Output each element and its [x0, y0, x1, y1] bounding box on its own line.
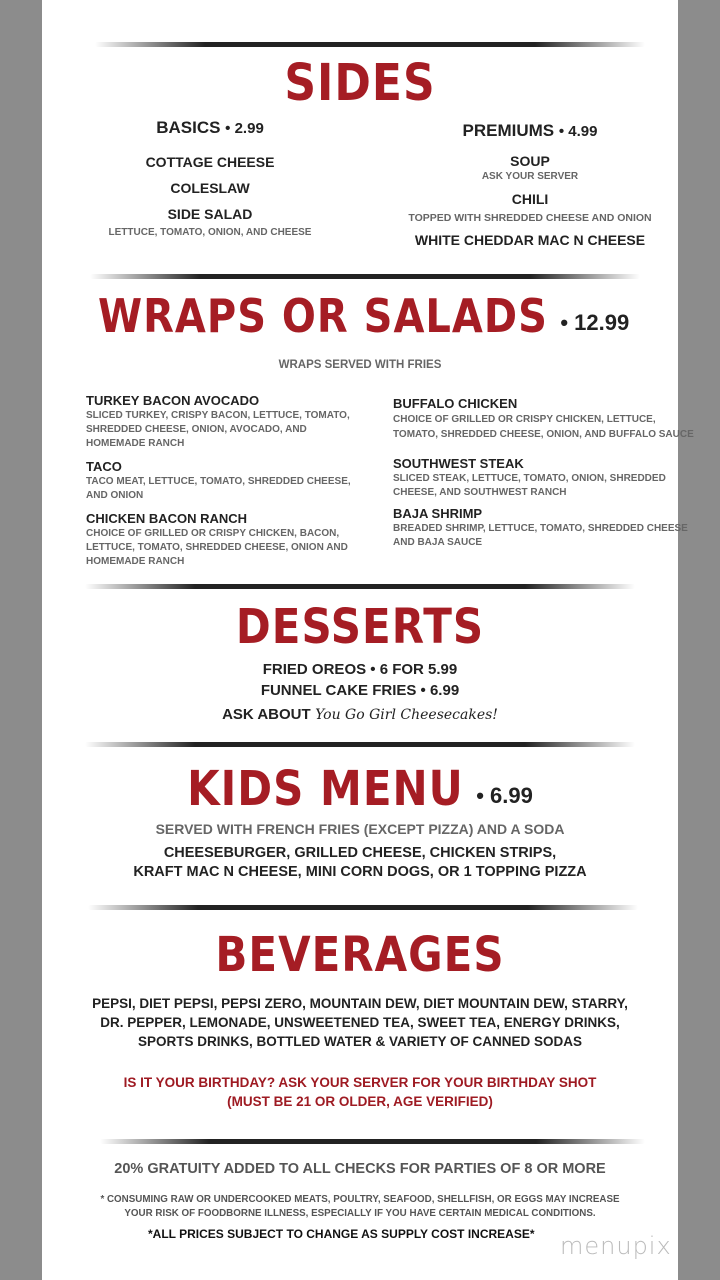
kids-header: [42, 760, 678, 817]
premiums-column: [380, 121, 680, 248]
divider: [90, 274, 640, 279]
menupix-watermark: menupix: [560, 1232, 672, 1260]
cheesecake-note: You Go Girl Cheesecakes!: [315, 707, 498, 723]
basics-label: BASICS: [156, 118, 221, 137]
divider: [88, 905, 638, 910]
dessert-ask: [42, 706, 678, 724]
menu-item: BUFFALO CHICKEN CHOICE OF GRILLED OR CRISPY CHICKEN, LETTUCE, TOMATO, SHREDDED CHEESE, ONION, AND BUFFALO SAUCE: [393, 396, 694, 440]
birthday-line: (MUST BE 21 OR OLDER, AGE VERIFIED): [227, 1094, 493, 1109]
beverage-line: SPORTS DRINKS, BOTTLED WATER & VARIETY OF CANNED SODAS: [137, 1034, 583, 1049]
gratuity-note: 20% GRATUITY ADDED TO ALL CHECKS FOR PARTIES OF 8 OR MORE: [114, 1161, 606, 1177]
wraps-note: WRAPS SERVED WITH FRIES: [278, 359, 442, 371]
side-item: COLESLAW: [170, 180, 250, 196]
divider: [85, 742, 635, 747]
warning-line: * CONSUMING RAW OR UNDERCOOKED MEATS, POULTRY, SEAFOOD, SHELLFISH, OR EGGS MAY INCREASE: [100, 1194, 620, 1205]
beverage-list: [42, 994, 678, 1051]
menu-item: CHICKEN BACON RANCH CHOICE OF GRILLED OR CRISPY CHICKEN, BACON, LETTUCE, TOMATO, SHREDDED CHEESE, ONION AND HOMEMADE RANCH: [86, 511, 348, 567]
ask-about: ASK ABOUT: [222, 706, 311, 723]
desserts-title: DESSERTS: [235, 598, 485, 655]
beverages-title: BEVERAGES: [215, 926, 505, 983]
birthday-line: IS IT YOUR BIRTHDAY? ASK YOUR SERVER FOR YOUR BIRTHDAY SHOT: [123, 1075, 597, 1090]
kids-items: CHEESEBURGER, GRILLED CHEESE, CHICKEN STRIPS,: [163, 845, 557, 861]
divider: [100, 1139, 645, 1144]
consumption-warning: [42, 1193, 678, 1221]
beverage-line: DR. PEPPER, LEMONADE, UNSWEETENED TEA, SWEET TEA, ENERGY DRINKS,: [100, 1015, 620, 1030]
dessert-item: FRIED OREOS • 6 FOR 5.99: [262, 661, 458, 678]
menu-item: BAJA SHRIMP BREADED SHRIMP, LETTUCE, TOMATO, SHREDDED CHEESE AND BAJA SAUCE: [393, 506, 688, 548]
side-item: CHILI: [511, 191, 549, 207]
menu-item: SOUTHWEST STEAK SLICED STEAK, LETTUCE, TOMATO, ONION, SHREDDED CHEESE, AND SOUTHWEST RANCH: [393, 456, 666, 498]
kids-title: KIDS MENU: [187, 760, 464, 817]
side-item: SOUP: [510, 153, 550, 169]
sides-title: SIDES: [284, 54, 436, 113]
side-note: ASK YOUR SERVER: [481, 171, 579, 182]
kids-price: • 6.99: [476, 783, 533, 808]
side-item: WHITE CHEDDAR MAC N CHEESE: [414, 232, 646, 248]
divider: [85, 584, 635, 589]
menu-item: TACO TACO MEAT, LETTUCE, TOMATO, SHREDDED CHEESE, AND ONION: [86, 459, 351, 501]
prices-note: *ALL PRICES SUBJECT TO CHANGE AS SUPPLY COST INCREASE*: [148, 1227, 535, 1241]
menu-item: TURKEY BACON AVOCADO SLICED TURKEY, CRISPY BACON, LETTUCE, TOMATO, SHREDDED CHEESE, ONION, AVOCADO, AND HOMEMADE RANCH: [86, 393, 350, 449]
kids-note: SERVED WITH FRENCH FRIES (EXCEPT PIZZA) AND A SODA: [155, 821, 565, 837]
premiums-price: • 4.99: [558, 123, 598, 140]
warning-line: YOUR RISK OF FOODBORNE ILLNESS, ESPECIALLY IF YOU HAVE CERTAIN MEDICAL CONDITIONS.: [124, 1208, 596, 1219]
beverage-line: PEPSI, DIET PEPSI, PEPSI ZERO, MOUNTAIN DEW, DIET MOUNTAIN DEW, STARRY,: [92, 996, 628, 1011]
basics-price: • 2.99: [225, 120, 264, 137]
side-item: SIDE SALAD: [167, 206, 253, 222]
wraps-price: • 12.99: [560, 310, 630, 335]
side-note: LETTUCE, TOMATO, ONION, AND CHEESE: [108, 227, 312, 238]
divider: [95, 42, 645, 47]
birthday-note: [42, 1073, 678, 1111]
dessert-item: FUNNEL CAKE FRIES • 6.99: [260, 682, 460, 699]
wraps-header: [98, 290, 630, 344]
side-item: COTTAGE CHEESE: [145, 154, 275, 170]
kids-items: KRAFT MAC N CHEESE, MINI CORN DOGS, OR 1 TOPPING PIZZA: [133, 864, 587, 880]
side-note: TOPPED WITH SHREDDED CHEESE AND ONION: [408, 212, 652, 224]
basics-column: [80, 118, 340, 238]
wraps-right: [393, 396, 698, 550]
premiums-label: PREMIUMS: [462, 121, 555, 140]
wraps-left: [86, 393, 361, 569]
wraps-title: WRAPS OR SALADS: [98, 290, 548, 344]
